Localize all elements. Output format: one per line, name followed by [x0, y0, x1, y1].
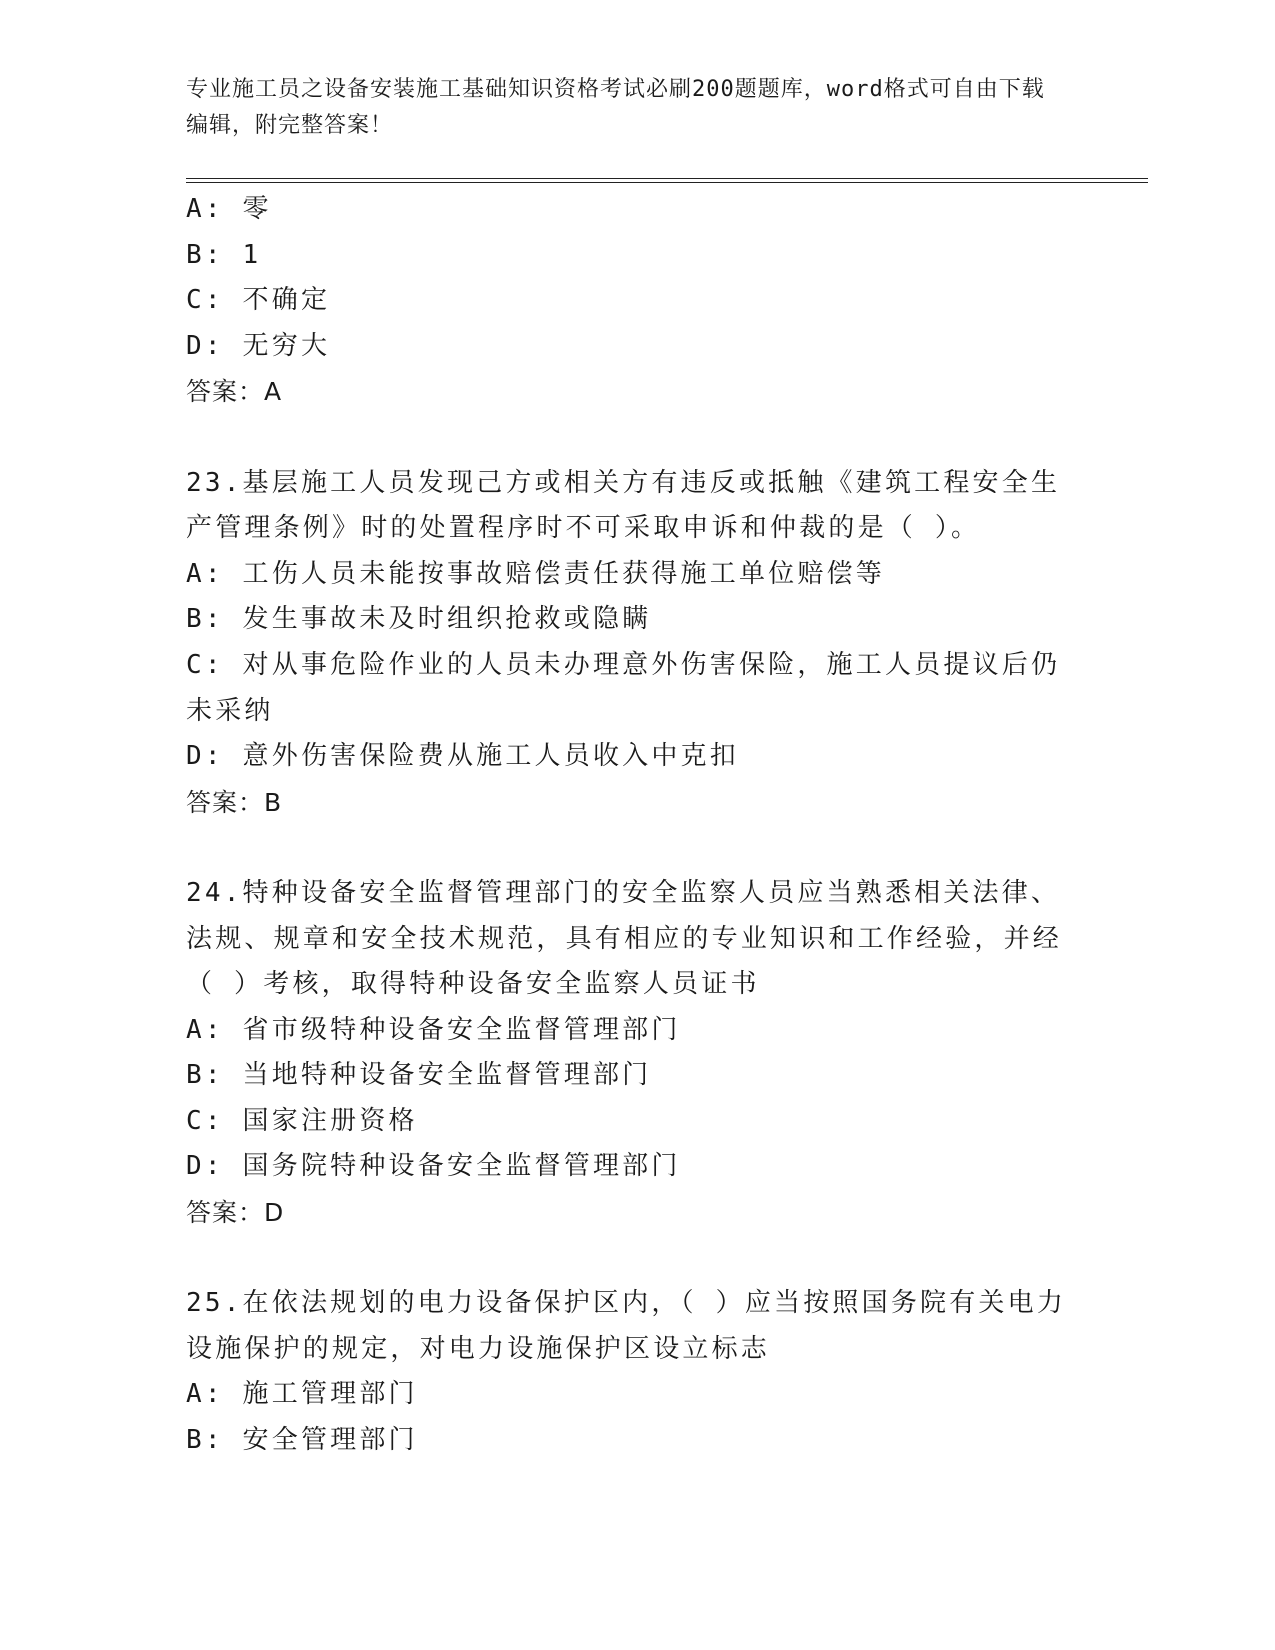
question-24-text: 24.特种设备安全监督管理部门的安全监察人员应当熟悉相关法律、法规、规章和安全技术规范，具有相应的专业知识和工作经验，并经（ ）考核，取得特种设备安全监察人员证书 [186, 877, 1063, 1000]
question-22-option-d: D: 无穷大 [186, 330, 331, 361]
question-23-option-c: C: 对从事危险作业的人员未办理意外伤害保险，施工人员提议后仍未采纳 [186, 649, 1061, 726]
question-25-option-b: B: 安全管理部门 [186, 1425, 418, 1456]
spacer [186, 825, 1086, 871]
question-24-block [186, 871, 1086, 1236]
question-23-option-d: D: 意外伤害保险费从施工人员收入中克扣 [186, 741, 739, 772]
question-24-option-a: A: 省市级特种设备安全监督管理部门 [186, 1014, 681, 1045]
question-24-option-d: D: 国务院特种设备安全监督管理部门 [186, 1151, 681, 1182]
question-22-option-c: C: 不确定 [186, 285, 331, 316]
question-25-text: 25.在依法规划的电力设备保护区内，（ ）应当按照国务院有关电力设施保护的规定，对电力设施保护区设立标志 [186, 1288, 1067, 1364]
spacer [186, 415, 1086, 461]
question-23-block [186, 461, 1086, 826]
document-header: 专业施工员之设备安装施工基础知识资格考试必刷200题题库，word格式可自由下载编辑，附完整答案！ [186, 77, 1045, 138]
question-23-answer: 答案：B [186, 787, 283, 817]
question-24-option-b: B: 当地特种设备安全监督管理部门 [186, 1060, 652, 1091]
question-22-answer: 答案：A [186, 377, 283, 407]
header-rule-top [186, 178, 1148, 179]
question-23-option-a: A: 工伤人员未能按事故赔偿责任获得施工单位赔偿等 [186, 558, 885, 589]
question-24-option-c: C: 国家注册资格 [186, 1105, 418, 1136]
question-25-option-a: A: 施工管理部门 [186, 1379, 418, 1410]
spacer [186, 1236, 1086, 1282]
question-23-option-b: B: 发生事故未及时组织抢救或隐瞒 [186, 604, 652, 635]
question-25-block [186, 1281, 1086, 1463]
question-22-option-b: B: 1 [186, 239, 262, 270]
header-rule-bottom [186, 182, 1148, 183]
question-23-text: 23.基层施工人员发现己方或相关方有违反或抵触《建筑工程安全生产管理条例》时的处置程序时不可采取申诉和仲裁的是（ ）。 [186, 467, 1061, 544]
question-22-block [186, 187, 1086, 415]
question-24-answer: 答案：D [186, 1198, 285, 1228]
question-22-option-a: A: 零 [186, 194, 272, 224]
document-body [186, 187, 1086, 1464]
